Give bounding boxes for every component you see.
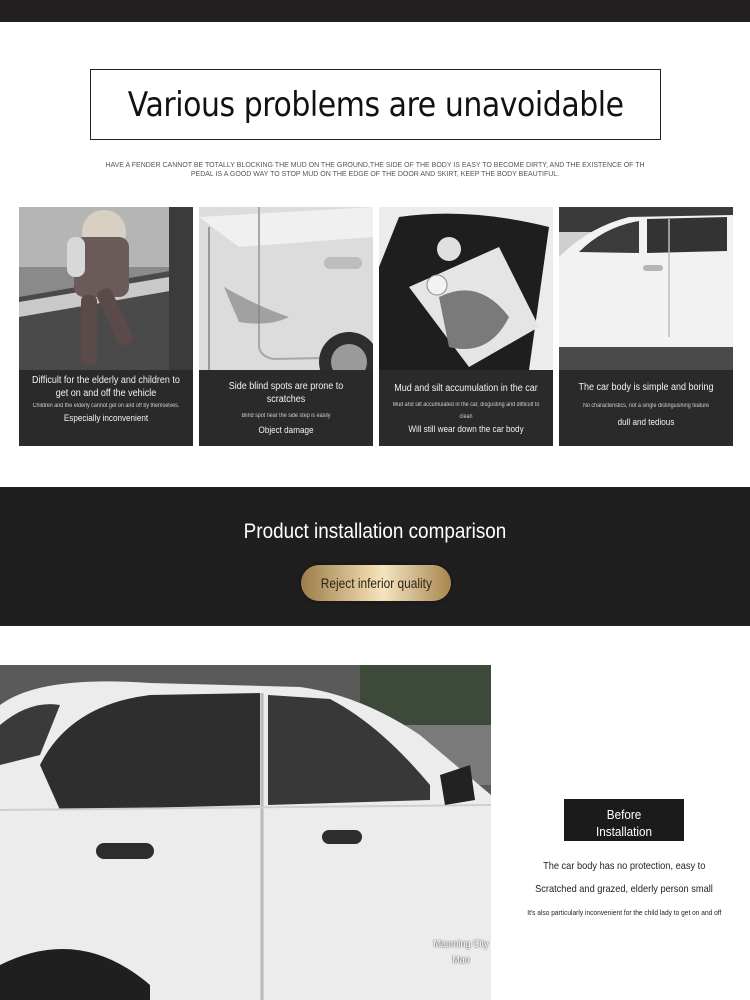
desc-text: Scratched and grazed, elderly person small bbox=[535, 883, 713, 895]
before-description-line-1 bbox=[498, 860, 750, 872]
top-bar bbox=[0, 0, 750, 22]
before-installation-tag bbox=[564, 799, 684, 841]
problem-footnote: Especially inconvenient bbox=[63, 413, 149, 423]
problem-caption bbox=[559, 370, 733, 446]
car-before-installation-photo bbox=[0, 665, 491, 1000]
problem-card-scratches bbox=[199, 207, 373, 446]
problem-title: Difficult for the elderly and children to get on and off the vehicle bbox=[32, 375, 180, 399]
problem-footnote: dull and tedious bbox=[617, 417, 675, 427]
muddy-floor-photo bbox=[379, 207, 553, 370]
problem-subtext: Children and the elderly cannot get on and off by themselves. bbox=[32, 403, 180, 409]
watermark-line-2: Mao bbox=[452, 955, 470, 966]
subtitle-line-1: HAVE A FENDER CANNOT BE TOTALLY BLOCKING THE MUD ON THE GROUND,THE SIDE OF THE BODY IS EASY TO BECOME DIRTY, AND THE EXISTENCE OF TH bbox=[105, 162, 645, 169]
problem-caption bbox=[19, 370, 193, 446]
problem-subtext: Blind spot near the side step is easily bbox=[241, 413, 331, 419]
before-description-line-3 bbox=[498, 908, 750, 917]
before-tag-line-1: Before bbox=[606, 807, 642, 822]
problem-caption bbox=[199, 370, 373, 446]
before-tag-line-2: Installation bbox=[596, 824, 652, 839]
page-title: Various problems are unavoidable bbox=[127, 84, 624, 125]
photo-watermark bbox=[433, 937, 489, 969]
problem-caption bbox=[379, 370, 553, 446]
comparison-heading: Product installation comparison bbox=[243, 520, 507, 543]
problem-cards bbox=[19, 207, 733, 446]
problem-title: Side blind spots are prone to scratches bbox=[228, 381, 344, 405]
problem-footnote: Object damage bbox=[258, 425, 314, 435]
problem-card-boring bbox=[559, 207, 733, 446]
reject-inferior-quality-button[interactable] bbox=[301, 565, 451, 601]
comparison-banner bbox=[0, 487, 750, 626]
subtitle-line-2: PEDAL IS A GOOD WAY TO STOP MUD ON THE EDGE OF THE DOOR AND SKIRT, KEEP THE BODY BEAUTIFUL. bbox=[190, 171, 560, 178]
problem-card-mud bbox=[379, 207, 553, 446]
plain-car-side-photo bbox=[559, 207, 733, 370]
title-box bbox=[90, 69, 661, 140]
child-boarding-photo bbox=[19, 207, 193, 370]
desc-text: It's also particularly inconvenient for the child lady to get on and off bbox=[526, 908, 722, 917]
problem-subtext: Mud and silt accumulated in the car, disgusting and difficult to clean bbox=[392, 402, 540, 420]
problem-subtext: No characteristics, not a single distinguishing feature bbox=[582, 403, 710, 409]
problem-card-boarding bbox=[19, 207, 193, 446]
problem-title: Mud and silt accumulation in the car bbox=[394, 383, 538, 394]
scratched-door-photo bbox=[199, 207, 373, 370]
watermark-line-1: Maoming City bbox=[433, 939, 489, 950]
problem-title: The car body is simple and boring bbox=[578, 382, 714, 393]
problem-footnote: Will still wear down the car body bbox=[408, 424, 524, 434]
before-description-line-2 bbox=[498, 883, 750, 895]
reject-button-label: Reject inferior quality bbox=[320, 575, 432, 591]
desc-text: The car body has no protection, easy to bbox=[542, 860, 706, 872]
